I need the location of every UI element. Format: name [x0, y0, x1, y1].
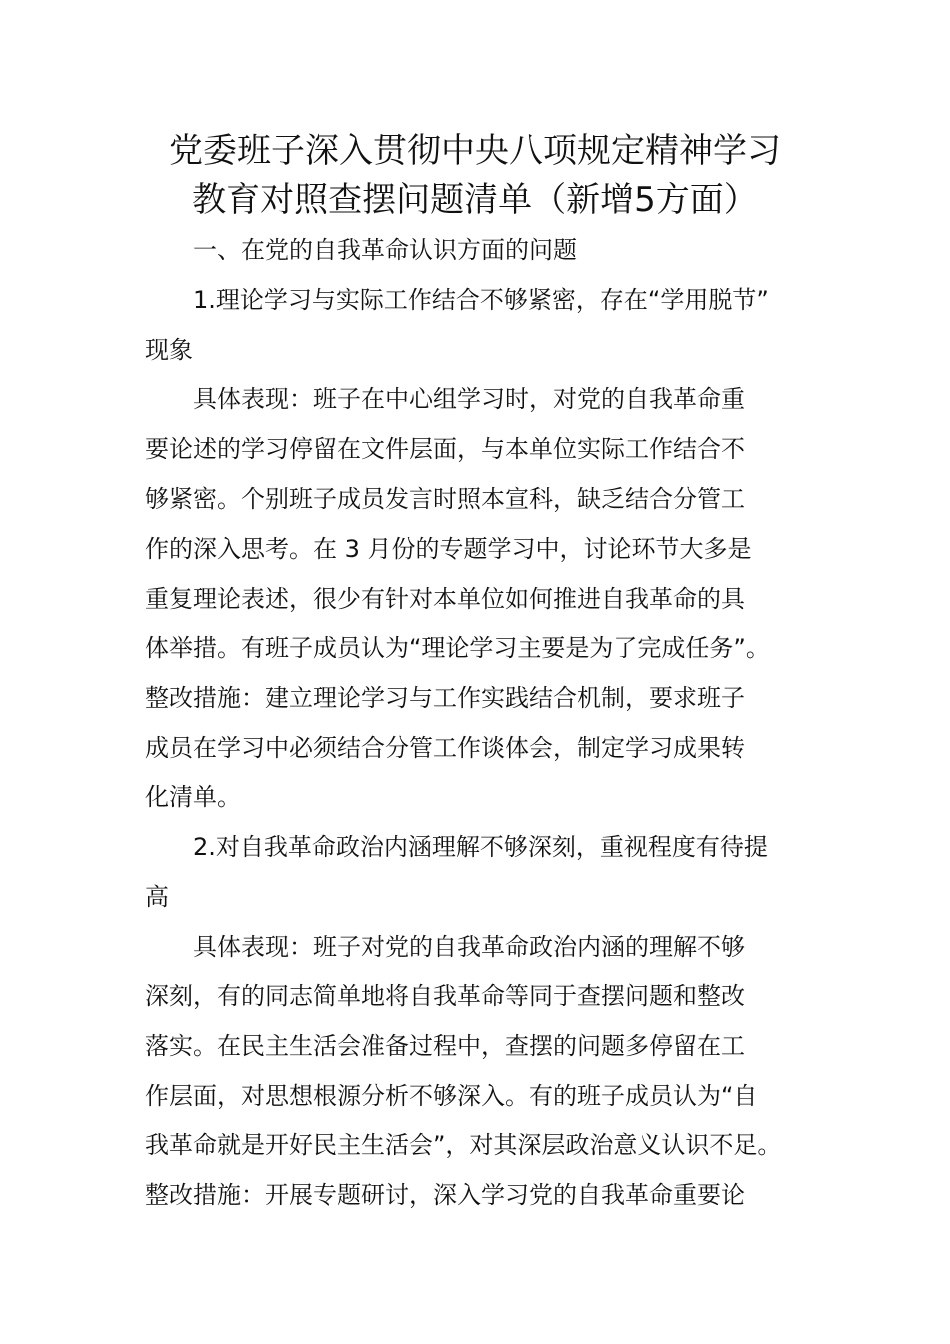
item-1-rectification-line: 整改措施：建立理论学习与工作实践结合机制，要求班子 — [145, 684, 745, 712]
item-1-body-line: 作的深入思考。在 3 月份的专题学习中，讨论环节大多是 — [145, 535, 752, 563]
item-1-rectification-line: 化清单。 — [145, 783, 241, 811]
item-2-body-line: 作层面，对思想根源分析不够深入。有的班子成员认为“自 — [145, 1082, 758, 1110]
item-1-body-line: 够紧密。个别班子成员发言时照本宣科，缺乏结合分管工 — [145, 485, 745, 513]
item-2-rectification-line: 整改措施：开展专题研讨，深入学习党的自我革命重要论 — [145, 1181, 745, 1209]
item-2-title-continued: 高 — [145, 883, 169, 911]
item-2-body-line: 我革命就是开好民主生活会”，对其深层政治意义认识不足。 — [145, 1131, 782, 1159]
item-1-title-continued: 现象 — [145, 336, 193, 364]
item-1-body-line: 具体表现：班子在中心组学习时，对党的自我革命重 — [193, 385, 745, 413]
item-2-body-line: 深刻，有的同志简单地将自我革命等同于查摆问题和整改 — [145, 982, 745, 1010]
item-1-body-line: 体举措。有班子成员认为“理论学习主要是为了完成任务”。 — [145, 634, 770, 662]
item-1-body-line: 重复理论表述，很少有针对本单位如何推进自我革命的具 — [145, 585, 745, 613]
item-2-title: 2.对自我革命政治内涵理解不够深刻，重视程度有待提 — [193, 833, 768, 861]
document-title-line-1: 党委班子深入贯彻中央八项规定精神学习 — [169, 131, 781, 171]
document-title-line-2: 教育对照查摆问题清单（新增5方面） — [192, 180, 758, 220]
section-heading: 一、在党的自我革命认识方面的问题 — [193, 236, 577, 264]
item-1-body-line: 要论述的学习停留在文件层面，与本单位实际工作结合不 — [145, 435, 745, 463]
item-2-body-line: 具体表现：班子对党的自我革命政治内涵的理解不够 — [193, 933, 745, 961]
item-1-title: 1.理论学习与实际工作结合不够紧密，存在“学用脱节” — [193, 286, 769, 314]
item-2-body-line: 落实。在民主生活会准备过程中，查摆的问题多停留在工 — [145, 1032, 745, 1060]
item-1-rectification-line: 成员在学习中必须结合分管工作谈体会，制定学习成果转 — [145, 734, 745, 762]
